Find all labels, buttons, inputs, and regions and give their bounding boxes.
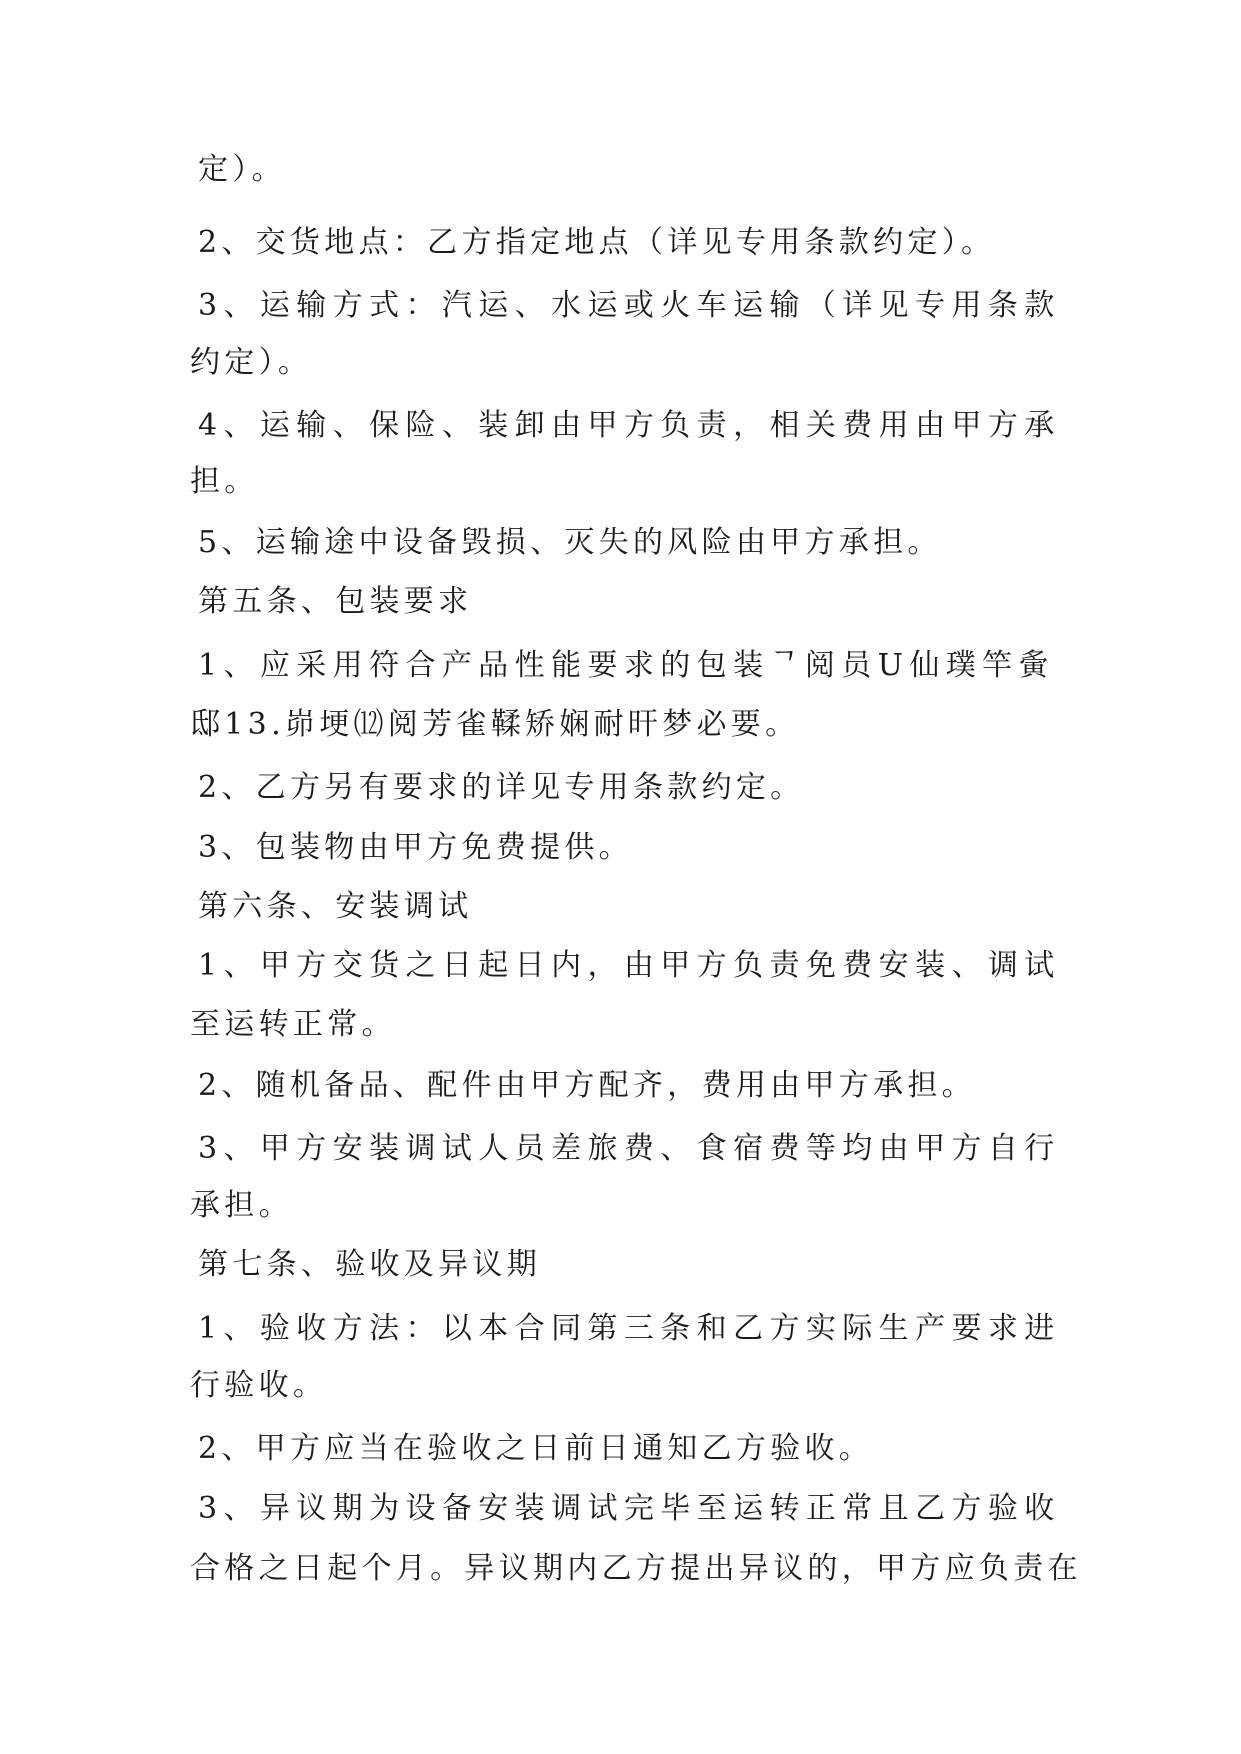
paragraph-line: 约定）。 bbox=[190, 345, 313, 380]
paragraph-line: 邸13.峁埂⑿阅芳雀鞣矫娴耐旰梦必要。 bbox=[190, 707, 800, 742]
paragraph-line: 至运转正常。 bbox=[190, 1007, 396, 1042]
section-heading: 第五条、包装要求 bbox=[198, 584, 473, 619]
paragraph-line: 3、运输方式：汽运、水运或火车运输（详见专用条款 bbox=[198, 288, 1061, 323]
paragraph-line: 定）。 bbox=[198, 152, 286, 187]
paragraph-line: 2、乙方另有要求的详见专用条款约定。 bbox=[198, 770, 805, 805]
paragraph-line: 1、甲方交货之日起日内，由甲方负责免费安装、调试 bbox=[198, 948, 1061, 983]
paragraph-line: 4、运输、保险、装卸由甲方负责，相关费用由甲方承 bbox=[198, 408, 1061, 443]
section-heading: 第六条、安装调试 bbox=[198, 889, 473, 924]
section-heading: 第七条、验收及异议期 bbox=[198, 1247, 541, 1282]
paragraph-line: 1、应采用符合产品性能要求的包装ᄀ阅员U仙璞竿夤 bbox=[198, 648, 1055, 683]
paragraph-line: 5、运输途中设备毁损、灭失的风险由甲方承担。 bbox=[198, 525, 942, 560]
paragraph-line: 2、随机备品、配件由甲方配齐，费用由甲方承担。 bbox=[198, 1068, 976, 1103]
paragraph-line: 合格之日起个月。异议期内乙方提出异议的，甲方应负责在 bbox=[190, 1551, 1082, 1586]
paragraph-line: 2、交货地点：乙方指定地点（详见专用条款约定）。 bbox=[198, 225, 996, 260]
paragraph-line: 2、甲方应当在验收之日前日通知乙方验收。 bbox=[198, 1431, 874, 1466]
paragraph-line: 行验收。 bbox=[190, 1368, 328, 1403]
paragraph-line: 担。 bbox=[190, 464, 259, 499]
paragraph-line: 3、异议期为设备安装调试完毕至运转正常且乙方验收 bbox=[198, 1491, 1061, 1526]
paragraph-line: 3、包装物由甲方免费提供。 bbox=[198, 830, 633, 865]
paragraph-line: 承担。 bbox=[190, 1188, 293, 1223]
paragraph-line: 3、甲方安装调试人员差旅费、食宿费等均由甲方自行 bbox=[198, 1131, 1061, 1166]
paragraph-line: 1、验收方法：以本合同第三条和乙方实际生产要求进 bbox=[198, 1311, 1061, 1346]
